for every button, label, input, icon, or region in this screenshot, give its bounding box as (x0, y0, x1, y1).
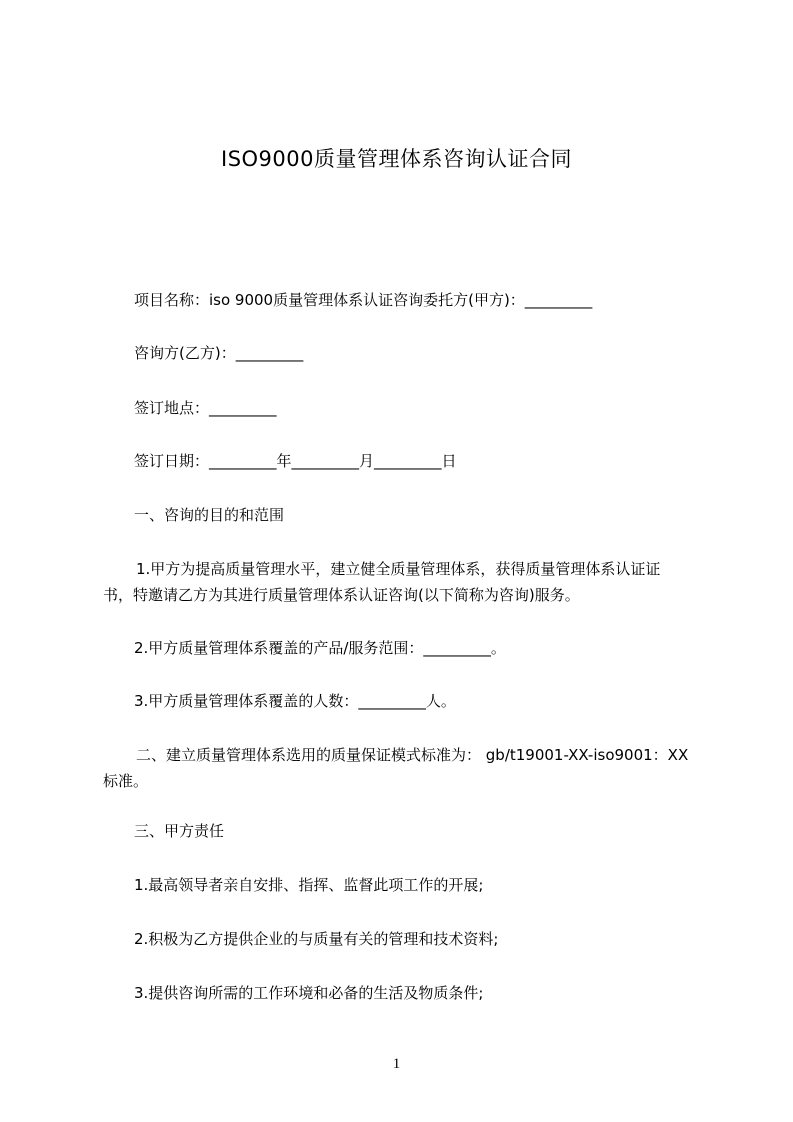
signing-place-field: 签订地点：_________ (134, 399, 277, 417)
section2-paragraph (103, 742, 688, 794)
section1-item1 (103, 556, 660, 608)
project-name-field: 项目名称：iso 9000质量管理体系认证咨询委托方(甲方)：_________ (134, 291, 593, 309)
section1-item2: 2.甲方质量管理体系覆盖的产品/服务范围：_________。 (134, 639, 506, 657)
section3-item1: 1.最高领导者亲自安排、指挥、监督此项工作的开展; (134, 876, 484, 894)
paragraph-line: 书，特邀请乙方为其进行质量管理体系认证咨询(以下简称为咨询)服务。 (103, 586, 580, 604)
section1-heading: 一、咨询的目的和范围 (134, 506, 285, 524)
paragraph-line: 二、建立质量管理体系选用的质量保证模式标准为： gb/t19001-XX-iso9001：XX (136, 746, 689, 764)
section3-item2: 2.积极为乙方提供企业的与质量有关的管理和技术资料; (134, 930, 499, 948)
paragraph-line: 标准。 (103, 772, 149, 790)
section3-item3: 3.提供咨询所需的工作环境和必备的生活及物质条件; (134, 984, 484, 1002)
document-title: ISO9000质量管理体系咨询认证合同 (221, 147, 572, 171)
paragraph-line: 1.甲方为提高质量管理水平，建立健全质量管理体系，获得质量管理体系认证证 (136, 560, 661, 578)
consultant-field: 咨询方(乙方)：_________ (134, 344, 304, 362)
section1-item3: 3.甲方质量管理体系覆盖的人数：_________人。 (134, 692, 456, 710)
signing-date-field: 签订日期：_________年_________月_________日 (134, 452, 457, 470)
page-number: 1 (392, 1056, 401, 1072)
section3-heading: 三、甲方责任 (134, 822, 225, 840)
